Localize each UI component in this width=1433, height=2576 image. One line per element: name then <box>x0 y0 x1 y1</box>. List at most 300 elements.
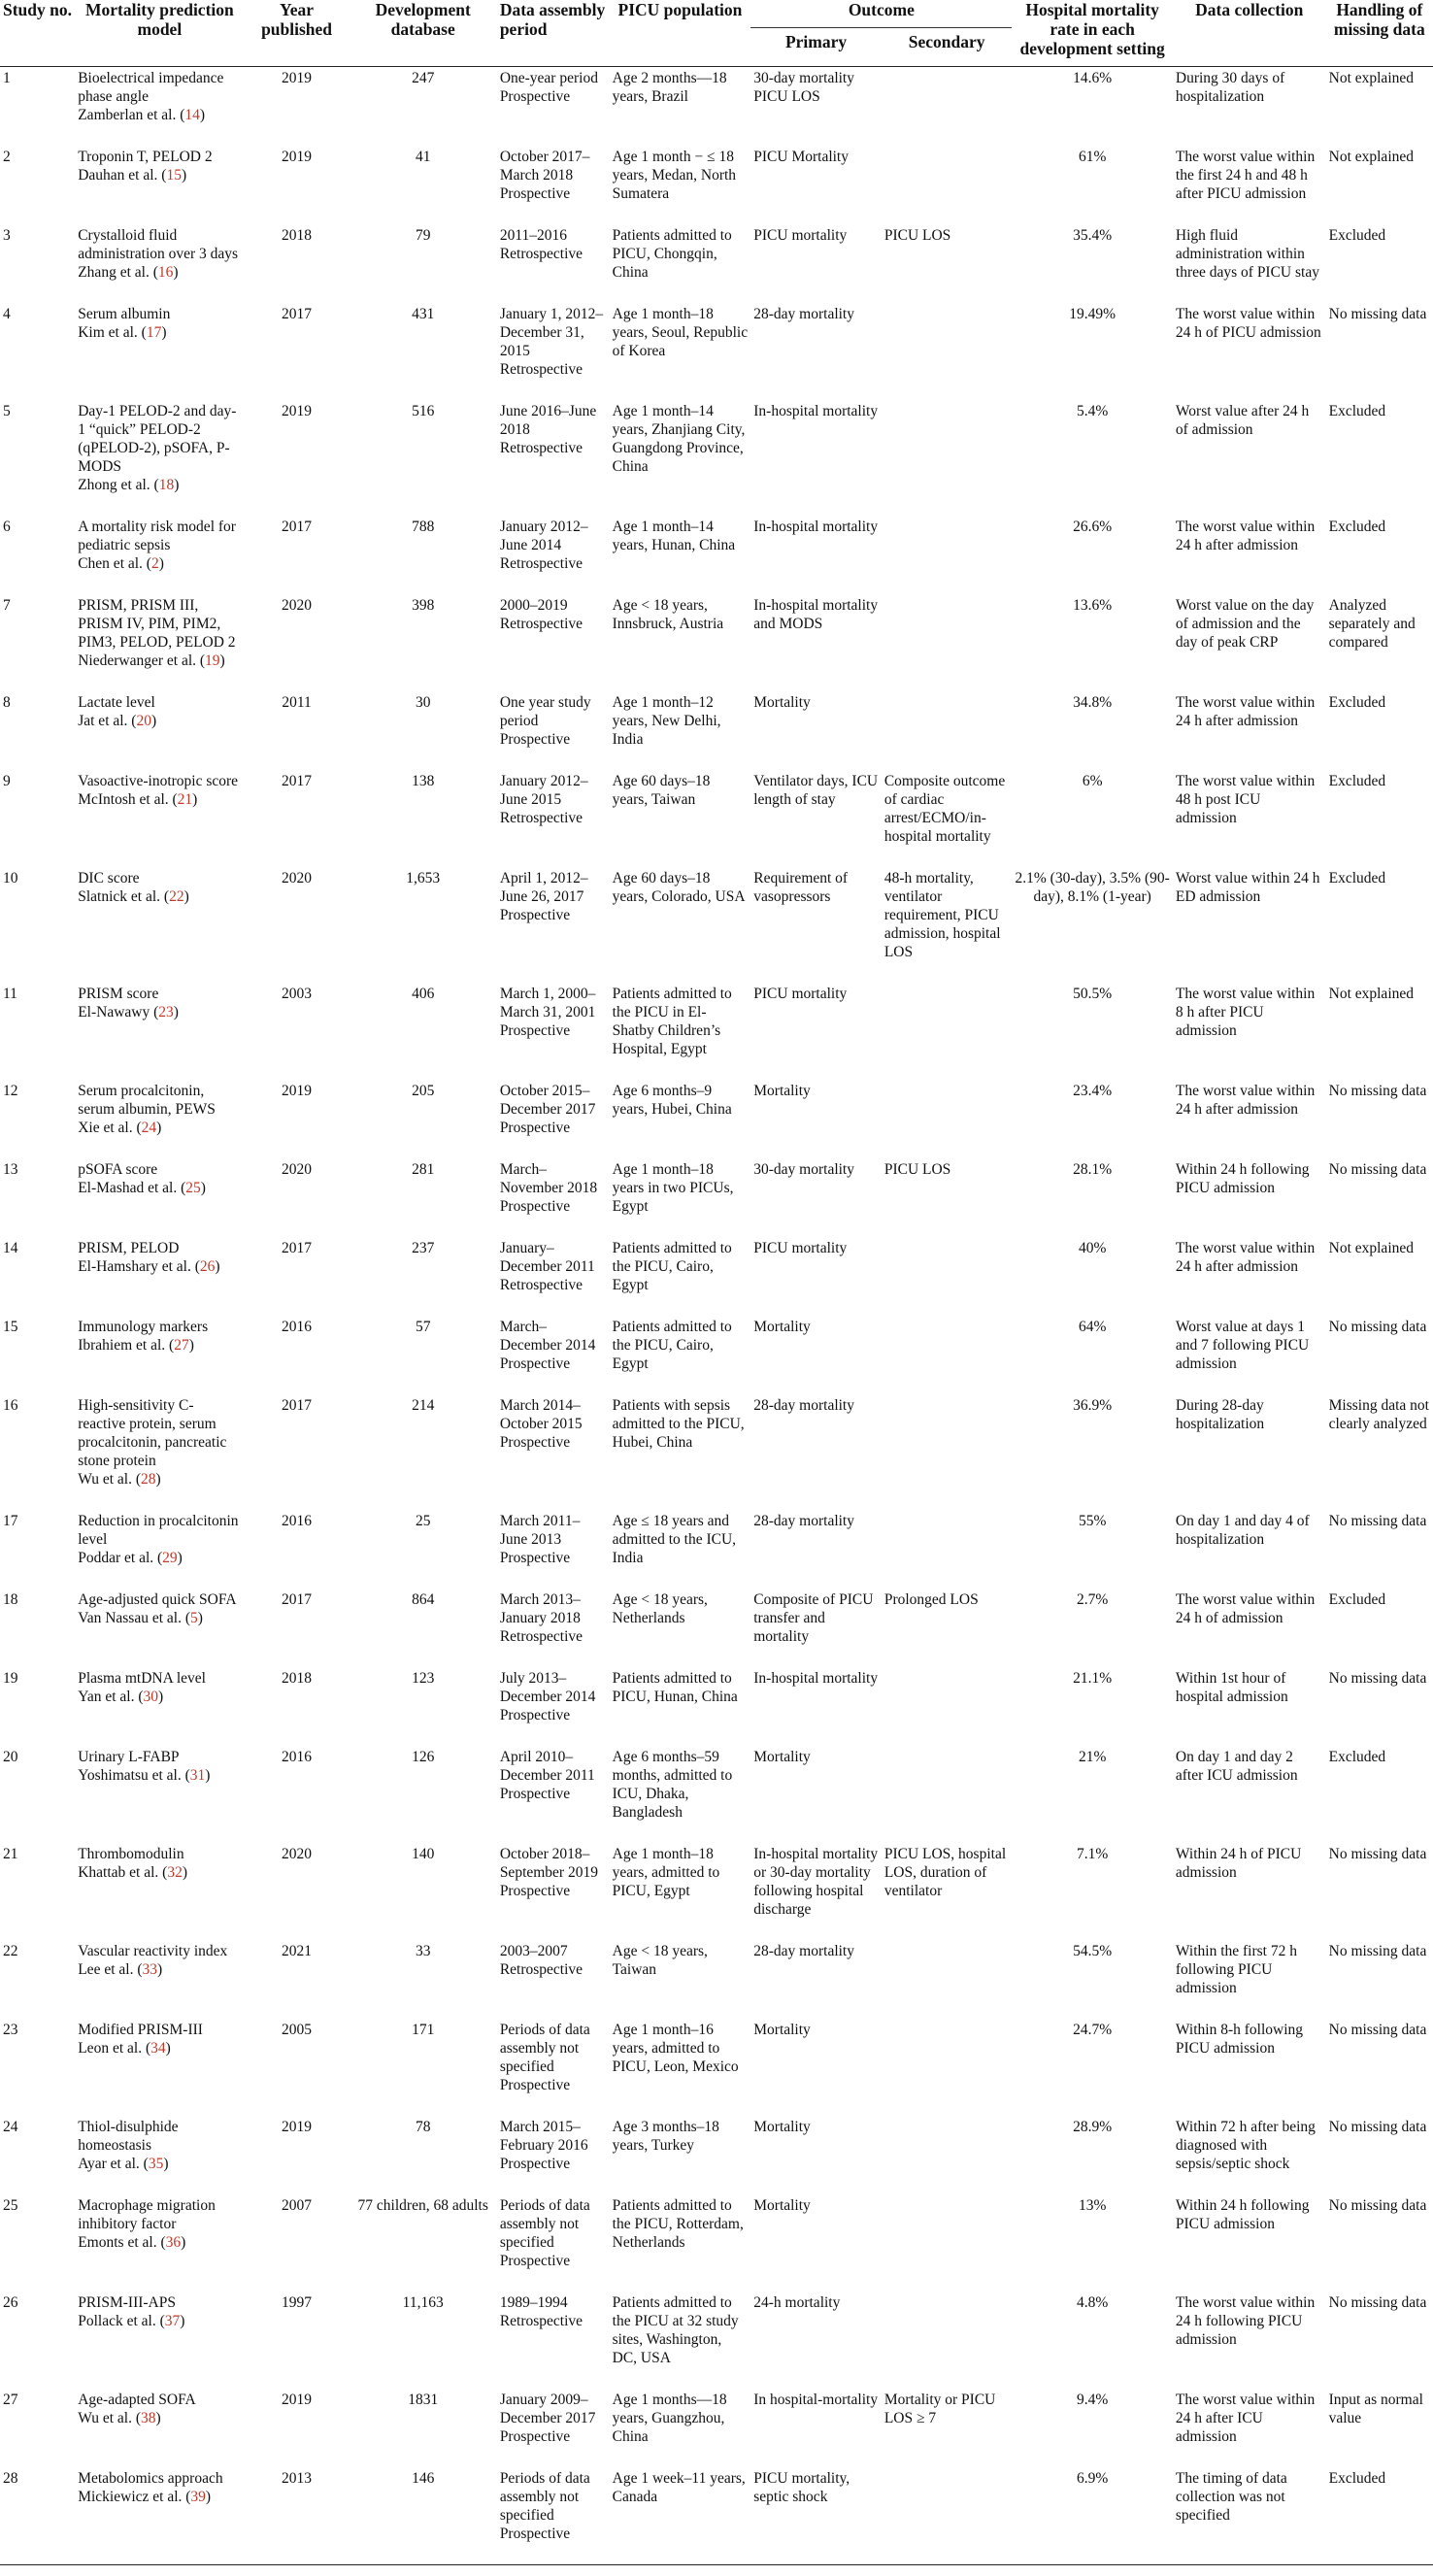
cell-year: 2017 <box>282 1240 313 1256</box>
cell-mortality-rate: 5.4% <box>1077 403 1109 419</box>
cell-picu-population: Age 6 months–59 months, admitted to ICU, Dhaka, Bangladesh <box>612 1749 733 1821</box>
cell-data-collection: Within 1st hour of hospital admission <box>1175 1670 1288 1705</box>
citation-close-paren: ) <box>161 324 167 341</box>
assembly-period: 2000–2019 <box>499 597 568 614</box>
cell-outcome-primary: 30-day mortality PICU LOS <box>753 70 854 105</box>
cell-data-collection: The worst value within 24 h of PICU admission <box>1175 306 1321 341</box>
cell-mortality-rate: 9.4% <box>1077 2392 1109 2408</box>
cell-development-database: 281 <box>412 1161 435 1178</box>
model-citation <box>78 1336 241 1355</box>
cell-outcome-primary: Ventilator days, ICU length of stay <box>753 773 879 808</box>
assembly-period: October 2015–December 2017 <box>499 1083 596 1118</box>
cell-data-collection: The worst value within 24 h of admission <box>1175 1591 1316 1626</box>
cell-outcome-secondary <box>882 1667 1013 1746</box>
cell-study-no: 18 <box>3 1591 18 1608</box>
cell-model <box>75 770 244 867</box>
cell-year: 2017 <box>282 306 313 322</box>
assembly-period: October 2018–September 2019 <box>499 1846 598 1881</box>
cell-outcome-primary: PICU Mortality <box>753 149 849 165</box>
cell-model <box>75 1394 244 1510</box>
cell-data-collection: Within 24 h following PICU admission <box>1175 1161 1310 1196</box>
cell-development-database: 1,653 <box>406 870 441 887</box>
cell-model <box>75 1316 244 1394</box>
cell-missing-data: Not explained <box>1328 149 1415 165</box>
citation-reference-link[interactable]: 38 <box>141 2410 156 2426</box>
cell-missing-data: No missing data <box>1328 1161 1427 1178</box>
header-missing-data: Handling of missing data <box>1326 0 1433 67</box>
citation-close-paren: ) <box>155 1471 161 1488</box>
cell-model <box>75 1237 244 1316</box>
cell-picu-population: Age 60 days–18 years, Colorado, USA <box>612 870 746 905</box>
citation-author: Xie et al. ( <box>78 1120 142 1136</box>
cell-development-database: 140 <box>412 1846 435 1862</box>
study-design: Prospective <box>499 907 571 923</box>
cell-missing-data: No missing data <box>1328 1943 1427 1959</box>
citation-close-paren: ) <box>156 1961 163 1978</box>
cell-missing-data: No missing data <box>1328 2119 1427 2135</box>
cell-model <box>75 1510 244 1589</box>
citation-close-paren: ) <box>163 2156 169 2172</box>
table-row <box>0 1746 1433 1843</box>
cell-outcome-primary: 24-h mortality <box>753 2294 841 2311</box>
cell-year: 1997 <box>282 2294 313 2311</box>
cell-missing-data: Excluded <box>1328 1749 1386 1765</box>
citation-reference-link[interactable]: 14 <box>184 107 200 123</box>
cell-picu-population: Patients with sepsis admitted to the PICU, Hubei, China <box>612 1397 745 1451</box>
cell-data-assembly-period <box>497 983 610 1080</box>
cell-data-collection: Within 24 h following PICU admission <box>1175 2197 1310 2232</box>
model-name: Serum albumin <box>78 306 171 322</box>
cell-data-collection: Within 8-h following PICU admission <box>1175 2022 1304 2057</box>
cell-study-no: 19 <box>3 1670 18 1687</box>
model-name: Metabolomics approach <box>78 2470 223 2487</box>
cell-outcome-secondary <box>882 983 1013 1080</box>
model-name: Age-adapted SOFA <box>78 2392 196 2408</box>
cell-data-assembly-period <box>497 2194 610 2292</box>
cell-mortality-rate: 26.6% <box>1073 519 1113 535</box>
cell-development-database: 78 <box>415 2119 431 2135</box>
cell-study-no: 17 <box>3 1513 18 1529</box>
cell-study-no: 25 <box>3 2197 18 2214</box>
cell-outcome-secondary: PICU LOS, hospital LOS, duration of ventilator <box>883 1846 1007 1899</box>
model-name: Lactate level <box>78 694 155 711</box>
study-design: Prospective <box>499 1786 571 1802</box>
cell-model <box>75 1080 244 1158</box>
model-citation <box>78 2039 241 2057</box>
cell-missing-data: Not explained <box>1328 986 1415 1002</box>
study-design: Retrospective <box>499 810 583 826</box>
citation-reference-link[interactable]: 15 <box>166 167 182 184</box>
model-citation <box>78 1863 241 1882</box>
cell-data-collection: Worst value at days 1 and 7 following PICU admission <box>1175 1319 1310 1372</box>
cell-mortality-rate: 6.9% <box>1012 2467 1172 2565</box>
citation-close-paren: ) <box>199 107 206 123</box>
cell-study-no: 24 <box>3 2119 18 2135</box>
model-citation <box>78 323 241 342</box>
study-design: Prospective <box>499 1883 571 1899</box>
cell-year: 2016 <box>282 1749 313 1765</box>
model-citation <box>78 1257 241 1276</box>
model-citation <box>78 263 241 282</box>
assembly-period: Periods of data assembly not specified <box>499 2022 590 2075</box>
cell-outcome-secondary <box>882 303 1013 400</box>
cell-data-collection: Worst value on the day of admission and the day of peak CRP <box>1175 597 1315 651</box>
study-design: Retrospective <box>499 361 583 378</box>
cell-missing-data: No missing data <box>1328 2294 1427 2311</box>
cell-study-no: 13 <box>3 1161 18 1178</box>
cell-data-collection: Within the first 72 h following PICU admission <box>1175 1943 1297 1996</box>
cell-outcome-secondary: 48-h mortality, ventilator requirement, PICU admission, hospital LOS <box>883 870 1001 960</box>
cell-picu-population: Age 1 month–16 years, admitted to PICU, Leon, Mexico <box>612 2022 739 2075</box>
cell-data-collection: The worst value within 24 h following PICU admission <box>1175 2294 1316 2348</box>
study-design: Retrospective <box>499 246 583 262</box>
cell-model <box>75 1843 244 1940</box>
citation-reference-link[interactable]: 39 <box>190 2489 206 2505</box>
cell-mortality-rate: 21.1% <box>1073 1670 1113 1687</box>
cell-development-database: 146 <box>350 2467 497 2565</box>
header-outcome-primary: Primary <box>750 27 882 66</box>
study-design: Prospective <box>499 88 571 105</box>
cell-picu-population: Age < 18 years, Taiwan <box>612 1943 708 1978</box>
citation-author: Zamberlan et al. ( <box>78 107 185 123</box>
assembly-period: March 2014–October 2015 <box>499 1397 583 1432</box>
cell-data-assembly-period <box>497 1667 610 1746</box>
citation-reference-link[interactable]: 17 <box>146 324 162 341</box>
assembly-period: One year study period <box>499 694 591 729</box>
assembly-period: 1989–1994 <box>499 2294 568 2311</box>
study-design: Prospective <box>499 1550 571 1566</box>
citation-reference-link[interactable]: 20 <box>136 713 151 729</box>
citation-reference-link[interactable]: 37 <box>164 2313 181 2329</box>
cell-mortality-rate: 14.6% <box>1073 70 1113 86</box>
cell-model <box>75 594 244 691</box>
table-row <box>0 2467 1433 2565</box>
assembly-period: January 2012–June 2015 <box>499 773 588 808</box>
cell-model <box>75 1158 244 1237</box>
cell-outcome-secondary <box>882 1746 1013 1843</box>
cell-development-database: 247 <box>412 70 435 86</box>
cell-study-no: 2 <box>3 149 11 165</box>
citation-author: Slatnick et al. ( <box>78 888 170 905</box>
citation-reference-link[interactable]: 34 <box>150 2040 166 2057</box>
citation-reference-link[interactable]: 23 <box>158 1004 174 1020</box>
citation-reference-link[interactable]: 33 <box>142 1961 157 1978</box>
cell-development-database: 864 <box>412 1591 435 1608</box>
cell-study-no: 10 <box>3 870 18 887</box>
citation-close-paren: ) <box>182 1864 187 1881</box>
cell-study-no: 12 <box>3 1083 18 1099</box>
cell-development-database: 398 <box>412 597 435 614</box>
cell-data-assembly-period <box>497 1237 610 1316</box>
cell-model <box>75 224 244 303</box>
table-row <box>0 2194 1433 2292</box>
cell-data-assembly-period <box>497 400 610 516</box>
cell-mortality-rate: 50.5% <box>1073 986 1113 1002</box>
cell-outcome-primary: Mortality <box>753 2022 811 2038</box>
cell-outcome-primary: Mortality <box>753 1319 811 1335</box>
table-row <box>0 146 1433 224</box>
cell-data-assembly-period <box>497 1316 610 1394</box>
study-design: Prospective <box>499 2526 571 2542</box>
cell-mortality-rate: 2.7% <box>1077 1591 1109 1608</box>
cell-outcome-primary: Mortality <box>753 2197 811 2214</box>
assembly-period: October 2017–March 2018 <box>499 149 590 184</box>
model-name: PRISM score <box>78 986 159 1002</box>
cell-missing-data: Excluded <box>1326 2467 1433 2565</box>
cell-year: 2020 <box>282 870 313 887</box>
cell-development-database: 516 <box>412 403 435 419</box>
cell-mortality-rate: 13% <box>1078 2197 1107 2214</box>
cell-year: 2003 <box>282 986 313 1002</box>
cell-mortality-rate: 28.1% <box>1073 1161 1113 1178</box>
cell-mortality-rate: 64% <box>1078 1319 1107 1335</box>
cell-data-collection: The worst value within 48 h post ICU admission <box>1175 773 1316 826</box>
citation-close-paren: ) <box>219 652 225 669</box>
cell-picu-population: Age 1 month–12 years, New Delhi, India <box>612 694 721 748</box>
cell-missing-data: No missing data <box>1328 2197 1427 2214</box>
model-citation <box>78 166 241 184</box>
cell-outcome-secondary <box>882 1080 1013 1158</box>
cell-picu-population: Age 1 month − ≤ 18 years, Medan, North Sumatera <box>612 149 737 202</box>
table-row <box>0 1394 1433 1510</box>
assembly-period: March 2015–February 2016 <box>499 2119 588 2154</box>
assembly-period: 2003–2007 <box>499 1943 568 1959</box>
cell-data-assembly-period <box>497 2389 610 2467</box>
assembly-period: April 1, 2012–June 26, 2017 <box>499 870 588 905</box>
cell-model <box>75 867 244 983</box>
study-design: Prospective <box>499 2253 571 2269</box>
citation-close-paren: ) <box>215 1258 220 1275</box>
citation-reference-link[interactable]: 31 <box>189 1767 206 1784</box>
cell-outcome-primary: 28-day mortality <box>753 306 854 322</box>
model-citation <box>78 476 241 494</box>
citation-reference-link[interactable]: 21 <box>177 791 193 808</box>
citation-reference-link[interactable]: 25 <box>185 1180 201 1196</box>
cell-data-collection: The worst value within the first 24 h and 48 h after PICU admission <box>1175 149 1316 202</box>
cell-development-database: 788 <box>412 519 435 535</box>
study-design: Retrospective <box>499 1961 583 1978</box>
cell-data-assembly-period <box>497 1746 610 1843</box>
cell-model <box>75 983 244 1080</box>
citation-author: El-Hamshary et al. ( <box>78 1258 200 1275</box>
cell-data-collection: During 28-day hospitalization <box>1175 1397 1265 1432</box>
cell-missing-data: Excluded <box>1328 403 1386 419</box>
cell-development-database: 25 <box>415 1513 431 1529</box>
cell-study-no: 15 <box>3 1319 18 1335</box>
citation-close-paren: ) <box>165 2040 171 2057</box>
cell-data-assembly-period <box>497 867 610 983</box>
cell-model <box>75 1940 244 2019</box>
cell-missing-data: No missing data <box>1328 2022 1427 2038</box>
cell-year: 2020 <box>282 597 313 614</box>
cell-year: 2016 <box>282 1319 313 1335</box>
model-name: PRISM, PRISM III, PRISM IV, PIM, PIM2, PIM3, PELOD, PELOD 2 <box>78 597 236 651</box>
assembly-period: July 2013–December 2014 <box>499 1670 596 1705</box>
citation-author: Chen et al. ( <box>78 555 151 572</box>
citation-reference-link[interactable]: 26 <box>199 1258 216 1275</box>
cell-study-no: 20 <box>3 1749 18 1765</box>
cell-study-no: 6 <box>3 519 11 535</box>
cell-missing-data: Excluded <box>1328 519 1386 535</box>
cell-outcome-secondary <box>882 67 1013 147</box>
header-hospital-mortality-rate: Hospital mortality rate in each development setting <box>1012 0 1172 67</box>
citation-author: Kim et al. ( <box>78 324 147 341</box>
model-name: Thiol-disulphide homeostasis <box>78 2119 179 2154</box>
cell-missing-data: No missing data <box>1328 1846 1427 1862</box>
citation-close-paren: ) <box>155 2410 161 2426</box>
assembly-period: January 2009–December 2017 <box>499 2392 596 2426</box>
citation-author: Zhang et al. ( <box>78 264 158 281</box>
cell-picu-population: Patients admitted to the PICU in El-Shatby Children’s Hospital, Egypt <box>612 986 732 1057</box>
cell-mortality-rate: 54.5% <box>1073 1943 1113 1959</box>
table-row <box>0 303 1433 400</box>
cell-outcome-secondary <box>882 2194 1013 2292</box>
citation-reference-link[interactable]: 32 <box>167 1864 183 1881</box>
cell-data-assembly-period <box>497 2116 610 2194</box>
cell-development-database: 77 children, 68 adults <box>357 2197 488 2214</box>
cell-picu-population: Patients admitted to PICU, Hunan, China <box>612 1670 738 1705</box>
cell-year: 2019 <box>282 70 313 86</box>
study-design: Retrospective <box>499 2313 583 2329</box>
cell-data-collection: Worst value within 24 h ED admission <box>1175 870 1320 905</box>
cell-development-database: 33 <box>415 1943 431 1959</box>
cell-picu-population: Patients admitted to the PICU, Rotterdam, Netherlands <box>612 2197 744 2251</box>
header-data-assembly-period: Data assembly period <box>497 0 610 67</box>
citation-reference-link[interactable]: 28 <box>141 1471 156 1488</box>
model-citation <box>78 652 241 670</box>
cell-picu-population: Age 60 days–18 years, Taiwan <box>612 773 711 808</box>
cell-year: 2021 <box>282 1943 313 1959</box>
cell-outcome-secondary: PICU LOS <box>883 227 951 244</box>
cell-year: 2013 <box>245 2467 350 2565</box>
cell-mortality-rate: 61% <box>1078 149 1107 165</box>
cell-mortality-rate: 7.1% <box>1077 1846 1109 1862</box>
citation-author: Ibrahiem et al. ( <box>78 1337 175 1354</box>
study-design: Prospective <box>499 1198 571 1215</box>
cell-picu-population: Age 1 month–14 years, Hunan, China <box>612 519 736 553</box>
citation-close-paren: ) <box>174 477 180 493</box>
cell-outcome-primary: PICU mortality <box>753 986 848 1002</box>
table-row <box>0 2292 1433 2389</box>
cell-outcome-secondary <box>882 1510 1013 1589</box>
citation-author: Jat et al. ( <box>78 713 137 729</box>
study-design: Prospective <box>499 1434 571 1451</box>
citation-reference-link[interactable]: 16 <box>157 264 174 281</box>
citation-reference-link[interactable]: 18 <box>158 477 175 493</box>
model-citation <box>78 2409 241 2427</box>
cell-development-database: 126 <box>412 1749 435 1765</box>
cell-outcome-primary: In-hospital mortality <box>753 403 879 419</box>
cell-development-database: 79 <box>415 227 431 244</box>
cell-year: 2020 <box>282 1161 313 1178</box>
citation-reference-link[interactable]: 35 <box>148 2156 164 2172</box>
citation-close-paren: ) <box>205 2489 212 2505</box>
cell-study-no: 7 <box>3 597 11 614</box>
citation-reference-link[interactable]: 2 <box>150 555 159 572</box>
cell-picu-population: Age 1 month–18 years, admitted to PICU, Egypt <box>612 1846 720 1899</box>
table-row <box>0 983 1433 1080</box>
model-citation <box>78 1688 241 1706</box>
cell-study-no: 28 <box>0 2467 75 2565</box>
cell-outcome-secondary <box>882 1237 1013 1316</box>
citation-close-paren: ) <box>188 1337 194 1354</box>
citation-reference-link[interactable]: 29 <box>162 1550 178 1566</box>
model-name: Reduction in procalcitonin level <box>78 1513 239 1548</box>
cell-picu-population: Patients admitted to the PICU at 32 study sites, Washington, DC, USA <box>612 2294 739 2366</box>
cell-data-assembly-period <box>497 1510 610 1589</box>
cell-picu-population: Patients admitted to the PICU, Cairo, Egypt <box>612 1319 732 1372</box>
citation-reference-link[interactable]: 5 <box>190 1610 198 1626</box>
model-citation <box>78 1766 241 1785</box>
study-design: Prospective <box>499 185 571 202</box>
cell-picu-population: Age 1 month–14 years, Zhanjiang City, Guangdong Province, China <box>612 403 746 475</box>
citation-author: Yoshimatsu et al. ( <box>78 1767 190 1784</box>
citation-reference-link[interactable]: 24 <box>141 1120 157 1136</box>
cell-model <box>75 400 244 516</box>
cell-outcome-secondary <box>882 594 1013 691</box>
citation-author: Poddar et al. ( <box>78 1550 163 1566</box>
table-row <box>0 691 1433 770</box>
study-design: Prospective <box>499 1707 571 1723</box>
cell-study-no: 9 <box>3 773 11 789</box>
study-design: Retrospective <box>499 555 583 572</box>
citation-reference-link[interactable]: 30 <box>143 1689 159 1705</box>
header-picu-population: PICU population <box>610 0 751 67</box>
citation-reference-link[interactable]: 19 <box>205 652 220 669</box>
cell-outcome-secondary <box>882 2116 1013 2194</box>
study-design: Retrospective <box>499 1628 583 1645</box>
header-outcome-secondary: Secondary <box>882 27 1013 66</box>
cell-outcome-secondary <box>882 146 1013 224</box>
model-name: Age-adjusted quick SOFA <box>78 1591 237 1608</box>
model-citation <box>78 1119 241 1137</box>
cell-data-collection: The worst value within 24 h after admission <box>1175 519 1316 553</box>
citation-reference-link[interactable]: 36 <box>165 2234 182 2251</box>
citation-author: Ayar et al. ( <box>78 2156 149 2172</box>
cell-missing-data: Analyzed separately and compared <box>1328 597 1416 651</box>
cell-study-no: 26 <box>3 2294 18 2311</box>
cell-outcome-secondary <box>882 1316 1013 1394</box>
table-row <box>0 594 1433 691</box>
cell-year: 2007 <box>282 2197 313 2214</box>
cell-outcome-primary: PICU mortality <box>753 227 848 244</box>
cell-outcome-primary: 30-day mortality <box>753 1161 854 1178</box>
model-citation <box>78 887 241 906</box>
model-citation <box>78 2155 241 2173</box>
cell-outcome-primary: Requirement of vasopressors <box>753 870 849 905</box>
cell-model <box>75 2467 244 2565</box>
cell-data-collection: On day 1 and day 4 of hospitalization <box>1175 1513 1310 1548</box>
cell-data-collection: The worst value within 24 h after admission <box>1175 694 1316 729</box>
cell-outcome-primary: 28-day mortality <box>753 1943 854 1959</box>
cell-data-assembly-period <box>497 594 610 691</box>
citation-reference-link[interactable]: 22 <box>169 888 184 905</box>
cell-study-no: 1 <box>3 70 11 86</box>
cell-picu-population: Patients admitted to the PICU, Cairo, Egypt <box>612 1240 732 1293</box>
assembly-period: March 2013–January 2018 <box>499 1591 581 1626</box>
model-name: Vasoactive-inotropic score <box>78 773 239 789</box>
cell-mortality-rate: 36.9% <box>1073 1397 1113 1414</box>
assembly-period: March 2011–June 2013 <box>499 1513 581 1548</box>
cell-year: 2019 <box>282 2119 313 2135</box>
model-name: A mortality risk model for pediatric sepsis <box>78 519 236 553</box>
citation-reference-link[interactable]: 27 <box>174 1337 189 1354</box>
cell-study-no: 16 <box>3 1397 18 1414</box>
cell-data-assembly-period <box>497 691 610 770</box>
cell-development-database: 237 <box>412 1240 435 1256</box>
cell-outcome-primary: In hospital-mortality <box>753 2392 879 2408</box>
model-name: Thrombomodulin <box>78 1846 184 1862</box>
